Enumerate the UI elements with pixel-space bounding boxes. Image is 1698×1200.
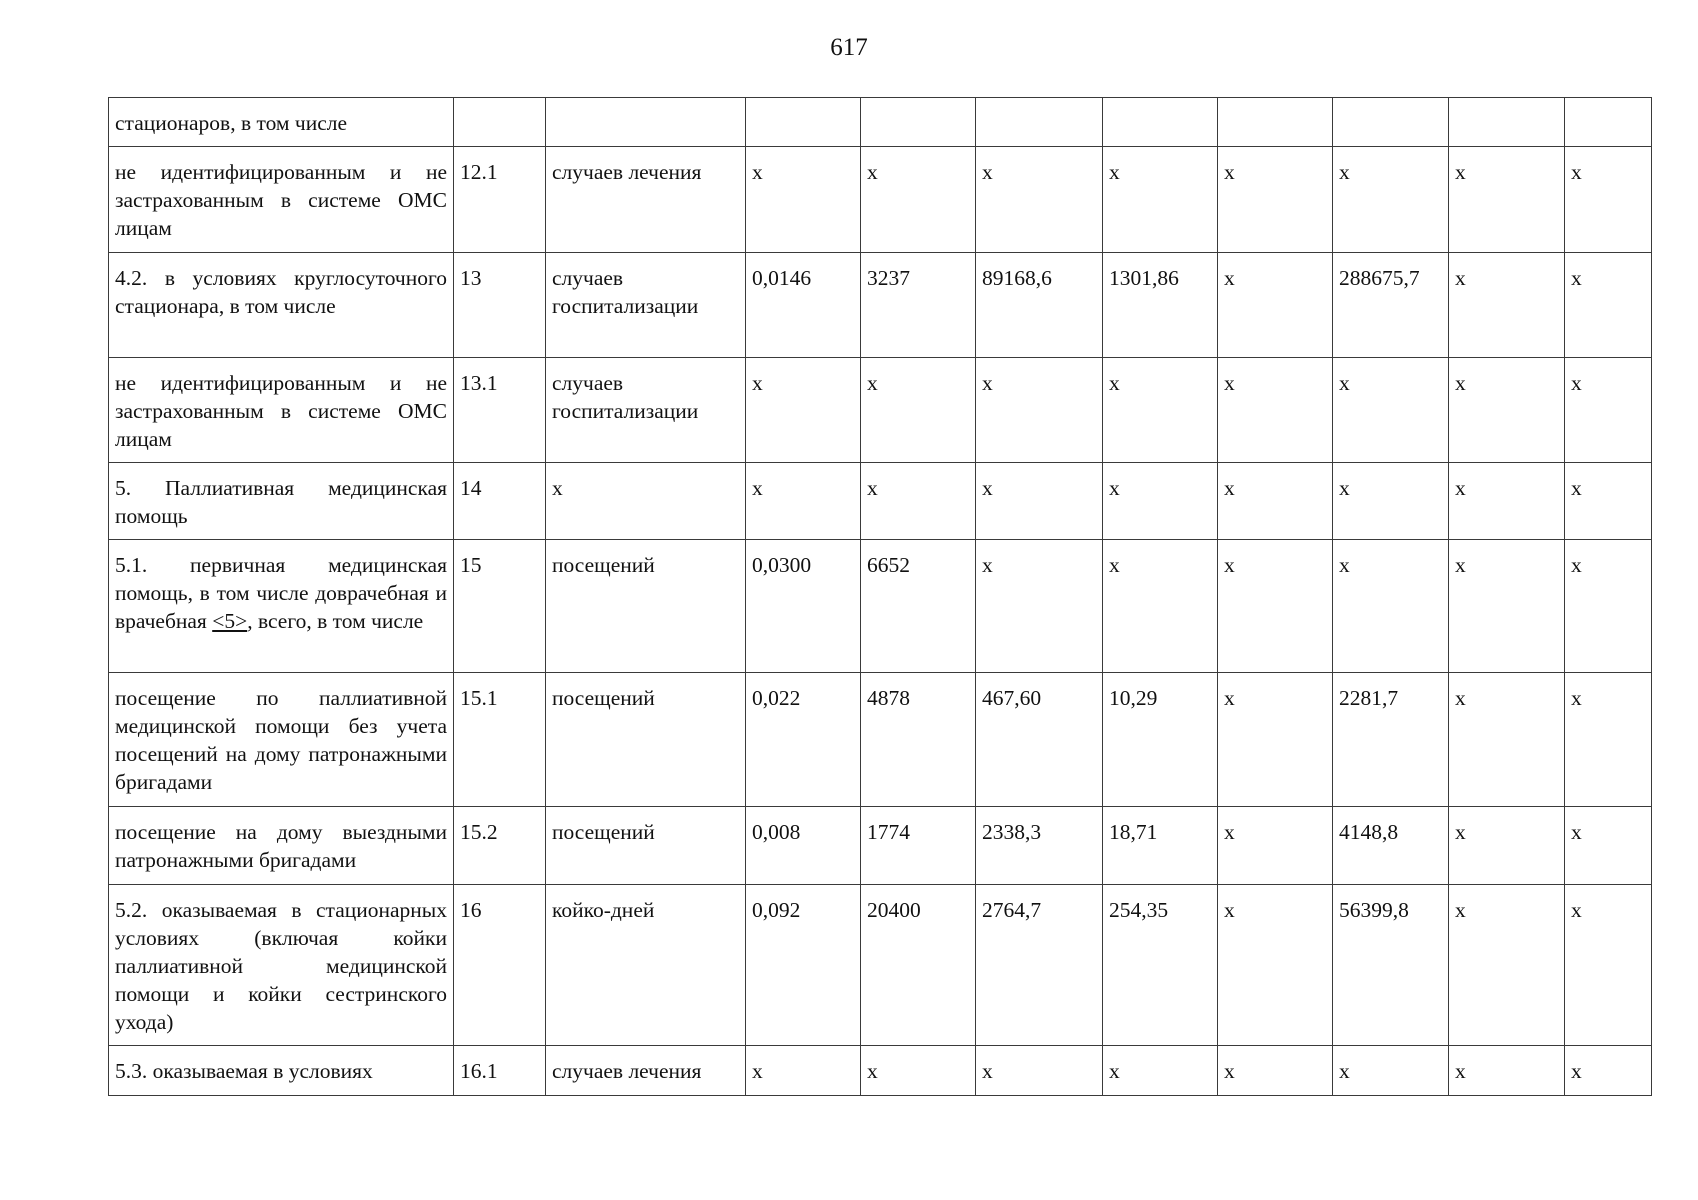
table-row [109, 807, 1652, 885]
table-row [109, 673, 1652, 807]
unit-cell: случаев лечения [546, 147, 746, 253]
row-name-cell: 5.3. оказываемая в условиях [109, 1046, 454, 1096]
unit-cell [546, 98, 746, 147]
row-number-cell: 12.1 [454, 147, 546, 253]
value-cell: 56399,8 [1333, 885, 1449, 1046]
value-cell: x [1449, 1046, 1565, 1096]
value-cell: x [1103, 540, 1218, 673]
value-cell [1565, 98, 1652, 147]
value-cell: 2281,7 [1333, 673, 1449, 807]
value-cell: x [1449, 253, 1565, 358]
value-cell: x [1333, 1046, 1449, 1096]
value-cell: x [1449, 463, 1565, 540]
unit-cell: случаев лечения [546, 1046, 746, 1096]
value-cell: x [1218, 807, 1333, 885]
value-cell [1333, 98, 1449, 147]
value-cell: x [1449, 807, 1565, 885]
value-cell: x [1565, 253, 1652, 358]
value-cell: 20400 [861, 885, 976, 1046]
row-name-cell: 4.2. в условиях круглосуточного стационара, в том числе [109, 253, 454, 358]
unit-cell: посещений [546, 540, 746, 673]
row-name-cell: не идентифицированным и не застрахованным в системе ОМС лицам [109, 147, 454, 253]
value-cell: x [1218, 463, 1333, 540]
unit-cell: посещений [546, 673, 746, 807]
value-cell: x [861, 358, 976, 463]
value-cell: x [1103, 358, 1218, 463]
table-row [109, 147, 1652, 253]
value-cell: x [976, 147, 1103, 253]
value-cell [861, 98, 976, 147]
row-number-cell: 16 [454, 885, 546, 1046]
value-cell: x [1103, 463, 1218, 540]
value-cell: 254,35 [1103, 885, 1218, 1046]
value-cell [1218, 98, 1333, 147]
value-cell: 288675,7 [1333, 253, 1449, 358]
value-cell: x [746, 463, 861, 540]
unit-cell: посещений [546, 807, 746, 885]
value-cell: x [1333, 463, 1449, 540]
table-row [109, 540, 1652, 673]
value-cell: 0,092 [746, 885, 861, 1046]
value-cell: x [861, 147, 976, 253]
value-cell: x [976, 540, 1103, 673]
value-cell: 0,0300 [746, 540, 861, 673]
table-body [109, 98, 1652, 1096]
tariff-table [108, 97, 1652, 1096]
value-cell: x [746, 147, 861, 253]
value-cell: x [1218, 358, 1333, 463]
value-cell: x [1103, 1046, 1218, 1096]
value-cell [746, 98, 861, 147]
value-cell [1449, 98, 1565, 147]
value-cell: x [1565, 1046, 1652, 1096]
value-cell: 0,0146 [746, 253, 861, 358]
unit-cell: случаев госпитализации [546, 253, 746, 358]
table-row [109, 358, 1652, 463]
value-cell: x [746, 358, 861, 463]
value-cell: x [1218, 885, 1333, 1046]
value-cell: 6652 [861, 540, 976, 673]
value-cell: 4878 [861, 673, 976, 807]
value-cell: x [976, 1046, 1103, 1096]
value-cell: 89168,6 [976, 253, 1103, 358]
value-cell: x [1218, 147, 1333, 253]
row-number-cell: 14 [454, 463, 546, 540]
row-name-cell: посещение по паллиативной медицинской помощи без учета посещений на дому патронажными бригадами [109, 673, 454, 807]
value-cell: 1301,86 [1103, 253, 1218, 358]
row-name-cell [109, 540, 454, 673]
value-cell: x [1218, 540, 1333, 673]
value-cell: x [1565, 807, 1652, 885]
row-name-cell: посещение на дому выездными патронажными бригадами [109, 807, 454, 885]
value-cell: x [1218, 673, 1333, 807]
row-name-text: 5.1. первичная медицинская помощь, в том числе доврачебная и врачебная [115, 553, 447, 633]
value-cell: x [1333, 147, 1449, 253]
value-cell: x [1565, 463, 1652, 540]
value-cell: x [1565, 358, 1652, 463]
value-cell: x [1565, 147, 1652, 253]
value-cell: 0,022 [746, 673, 861, 807]
value-cell: 1774 [861, 807, 976, 885]
table-row [109, 885, 1652, 1046]
value-cell: x [1333, 540, 1449, 673]
value-cell: 18,71 [1103, 807, 1218, 885]
row-name-cell: не идентифицированным и не застрахованным в системе ОМС лицам [109, 358, 454, 463]
value-cell: 467,60 [976, 673, 1103, 807]
value-cell: x [861, 463, 976, 540]
value-cell: x [1449, 147, 1565, 253]
value-cell [1103, 98, 1218, 147]
row-name-cell: 5. Паллиативная медицинская помощь [109, 463, 454, 540]
row-name-cell: 5.2. оказываемая в стационарных условиях (включая койки паллиативной медицинской помощи и койки сестринского ухода) [109, 885, 454, 1046]
value-cell: x [1565, 885, 1652, 1046]
footnote-reference: <5> [212, 609, 248, 633]
value-cell: x [746, 1046, 861, 1096]
value-cell: x [1449, 885, 1565, 1046]
table-row [109, 253, 1652, 358]
row-number-cell [454, 98, 546, 147]
value-cell: 0,008 [746, 807, 861, 885]
row-number-cell: 15.1 [454, 673, 546, 807]
value-cell: x [1333, 358, 1449, 463]
value-cell: x [1449, 540, 1565, 673]
value-cell: 2338,3 [976, 807, 1103, 885]
value-cell: x [1565, 673, 1652, 807]
value-cell: 10,29 [1103, 673, 1218, 807]
row-name-cell: стационаров, в том числе [109, 98, 454, 147]
value-cell: 3237 [861, 253, 976, 358]
unit-cell: койко-дней [546, 885, 746, 1046]
table-row [109, 98, 1652, 147]
value-cell: x [1218, 253, 1333, 358]
value-cell: x [1565, 540, 1652, 673]
value-cell: x [976, 463, 1103, 540]
value-cell: x [1218, 1046, 1333, 1096]
row-number-cell: 13 [454, 253, 546, 358]
table-row [109, 1046, 1652, 1096]
value-cell: x [1449, 673, 1565, 807]
value-cell: 4148,8 [1333, 807, 1449, 885]
table-row [109, 463, 1652, 540]
value-cell: x [1103, 147, 1218, 253]
unit-cell: случаев госпитализации [546, 358, 746, 463]
value-cell: x [976, 358, 1103, 463]
row-name-text: , всего, в том числе [247, 609, 424, 633]
row-number-cell: 15 [454, 540, 546, 673]
row-number-cell: 15.2 [454, 807, 546, 885]
value-cell [976, 98, 1103, 147]
row-number-cell: 16.1 [454, 1046, 546, 1096]
unit-cell: x [546, 463, 746, 540]
row-number-cell: 13.1 [454, 358, 546, 463]
value-cell: x [1449, 358, 1565, 463]
value-cell: x [861, 1046, 976, 1096]
value-cell: 2764,7 [976, 885, 1103, 1046]
page-number: 617 [830, 34, 868, 61]
